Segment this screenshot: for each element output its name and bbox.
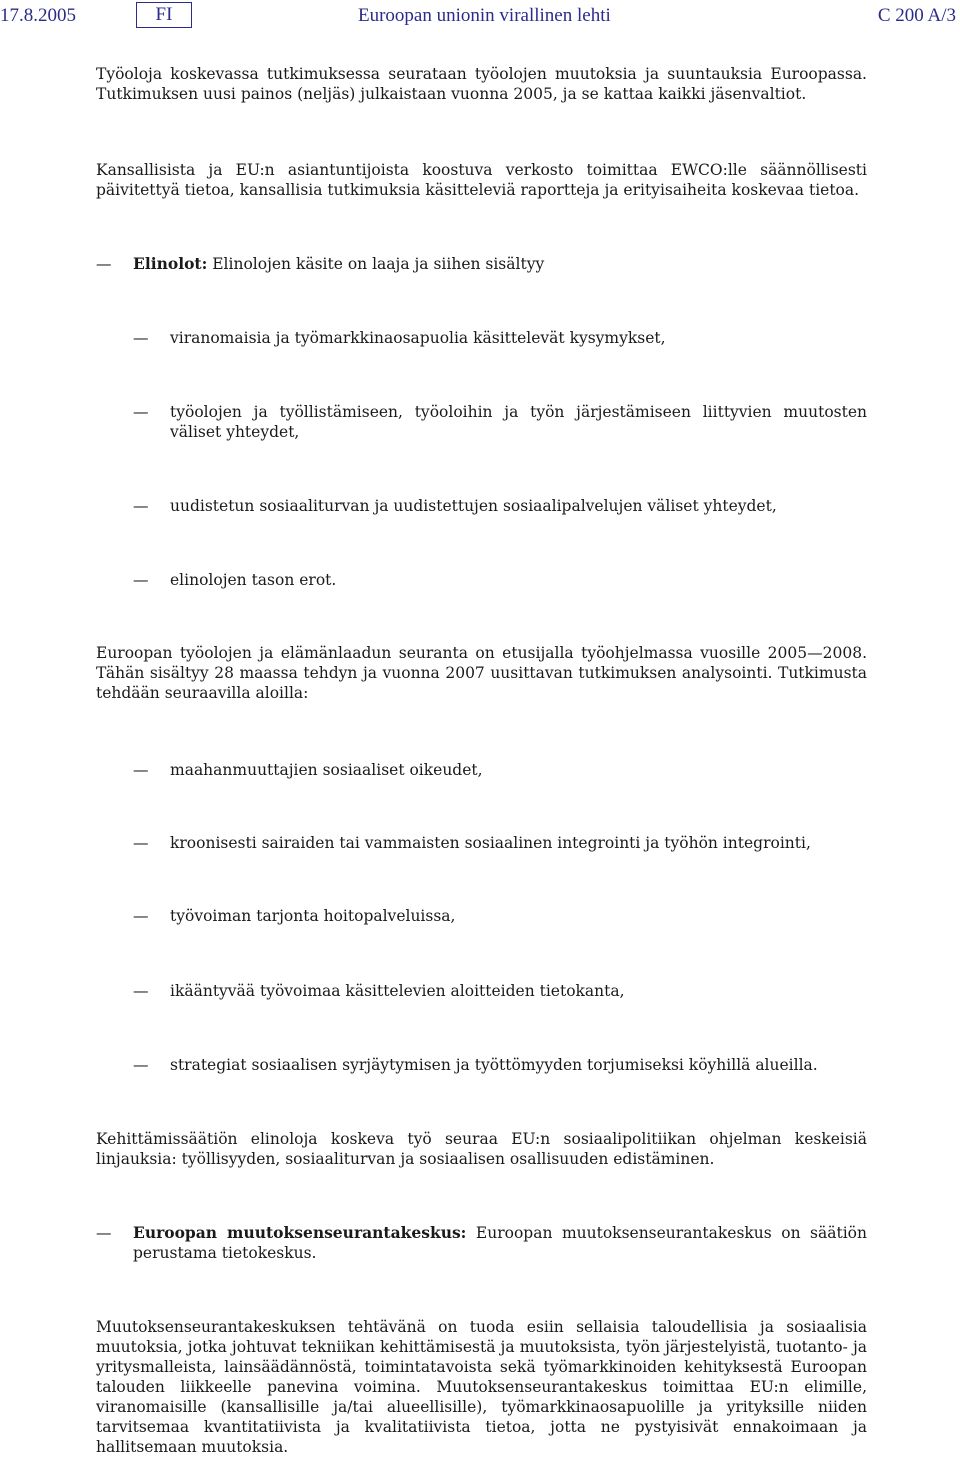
sub-list-item xyxy=(133,1055,867,1075)
list-item-muutoksenseurantakeskus xyxy=(96,1223,867,1263)
paragraph-living-conditions-work: Kehittämissäätiön elinoloja koskeva työ seuraa EU:n sosiaalipolitiikan ohjelman keskeisiä linjauksia: työllisyyden, sosiaaliturvan ja sosiaalisen osallisuuden edistäminen. xyxy=(96,1130,867,1168)
sub-list-item-text: uudistetun sosiaaliturvan ja uudistettujen sosiaalipalvelujen väliset yhteydet, xyxy=(170,497,777,515)
sub-list-item-text: kroonisesti sairaiden tai vammaisten sosiaalinen integrointi ja työhön integrointi, xyxy=(170,834,811,852)
sub-list-item xyxy=(133,906,867,926)
list-item-content xyxy=(133,1223,867,1263)
publication-date: 17.8.2005 xyxy=(0,5,76,26)
dash-marker: — xyxy=(133,329,149,347)
dash-marker: — xyxy=(133,497,149,515)
sub-list-item xyxy=(133,402,867,442)
language-code-box: FI xyxy=(136,2,192,28)
journal-title: Euroopan unionin virallinen lehti xyxy=(358,5,611,26)
page-header xyxy=(0,2,960,30)
dash-marker: — xyxy=(133,907,149,925)
list-item-content xyxy=(133,254,867,274)
sub-list-item xyxy=(133,981,867,1001)
dash-marker: — xyxy=(133,834,149,852)
sub-list-item-text: maahanmuuttajien sosiaaliset oikeudet, xyxy=(170,761,483,779)
page-number: C 200 A/3 xyxy=(877,5,956,26)
sub-list-item xyxy=(133,833,867,853)
dash-marker: — xyxy=(96,255,112,273)
sub-list-item-text: työolojen ja työllistämiseen, työoloihin ja työn järjestämiseen liittyvien muutosten väliset yhteydet, xyxy=(170,403,867,441)
muutoksenseurantakeskus-heading: Euroopan muutoksenseurantakeskus: xyxy=(133,1223,467,1242)
paragraph-eurofound-monitoring: Euroopan työolojen ja elämänlaadun seuranta on etusijalla työohjelmassa vuosille 2005—2008. Tähän sisältyy 28 maassa tehdyn ja vuonna 2007 uusittavan tutkimuksen analysointi. Tutkimusta tehdään seuraavilla aloilla: xyxy=(96,644,867,702)
elinolot-heading: Elinolot: xyxy=(133,254,208,273)
muutoksenseurantakeskus-text: Euroopan muutoksenseurantakeskus on säätiön perustama tietokeskus. xyxy=(133,1224,867,1262)
sub-list-item-text: strategiat sosiaalisen syrjäytymisen ja työttömyyden torjumiseksi köyhillä alueilla. xyxy=(170,1056,818,1074)
dash-marker: — xyxy=(96,1224,112,1242)
paragraph-ewco-network: Kansallisista ja EU:n asiantuntijoista koostuva verkosto toimittaa EWCO:lle säännöllisesti päivitettyä tietoa, kansallisia tutkimuksia käsitteleviä raportteja ja erityisaiheita koskevaa tietoa. xyxy=(96,161,867,199)
sub-list-item-text: ikääntyvää työvoimaa käsittelevien aloitteiden tietokanta, xyxy=(170,982,625,1000)
dash-marker: — xyxy=(133,571,149,589)
sub-list-item-text: viranomaisia ja työmarkkinaosapuolia käsittelevät kysymykset, xyxy=(170,329,666,347)
sub-list-item xyxy=(133,570,867,590)
sub-list-item xyxy=(133,496,867,516)
sub-list-item-text: elinolojen tason erot. xyxy=(170,571,337,589)
paragraph-emcc-tasks: Muutoksenseurantakeskuksen tehtävänä on tuoda esiin sellaisia taloudellisia ja sosiaalisia muutoksia, jotka johtuvat tekniikan kehittämisestä ja muutoksista, työn järjestelyistä, tuotanto- ja yritysmalleista, lainsäädännöstä, toimintatavoista sekä työmarkkinoiden kehityksestä Euroopan talouden liikkeelle panevina voimina. Muutoksenseurantakeskus toimittaa EU:n elimille, viranomaisille (kansallisille ja/tai alueellisille), työmarkkinaosapuolille ja yrityksille niiden tarvitsemaa kvantitatiivista ja kvalitatiivista tietoa, jotta ne pystyisivät ennakoimaan ja hallitsemaan muutoksia. xyxy=(96,1318,867,1456)
paragraph-working-conditions-survey: Työoloja koskevassa tutkimuksessa seurataan työolojen muutoksia ja suuntauksia Euroopassa. Tutkimuksen uusi painos (neljäs) julkaistaan vuonna 2005, ja se kattaa kaikki jäsenvaltiot. xyxy=(96,65,867,103)
dash-marker: — xyxy=(133,982,149,1000)
sub-list-item xyxy=(133,328,867,348)
dash-marker: — xyxy=(133,761,149,779)
sub-list-item xyxy=(133,760,867,780)
sub-list-item-text: työvoiman tarjonta hoitopalveluissa, xyxy=(170,907,456,925)
elinolot-text: Elinolojen käsite on laaja ja siihen sisältyy xyxy=(207,255,545,273)
list-item-elinolot xyxy=(96,254,867,274)
dash-marker: — xyxy=(133,403,149,421)
dash-marker: — xyxy=(133,1056,149,1074)
